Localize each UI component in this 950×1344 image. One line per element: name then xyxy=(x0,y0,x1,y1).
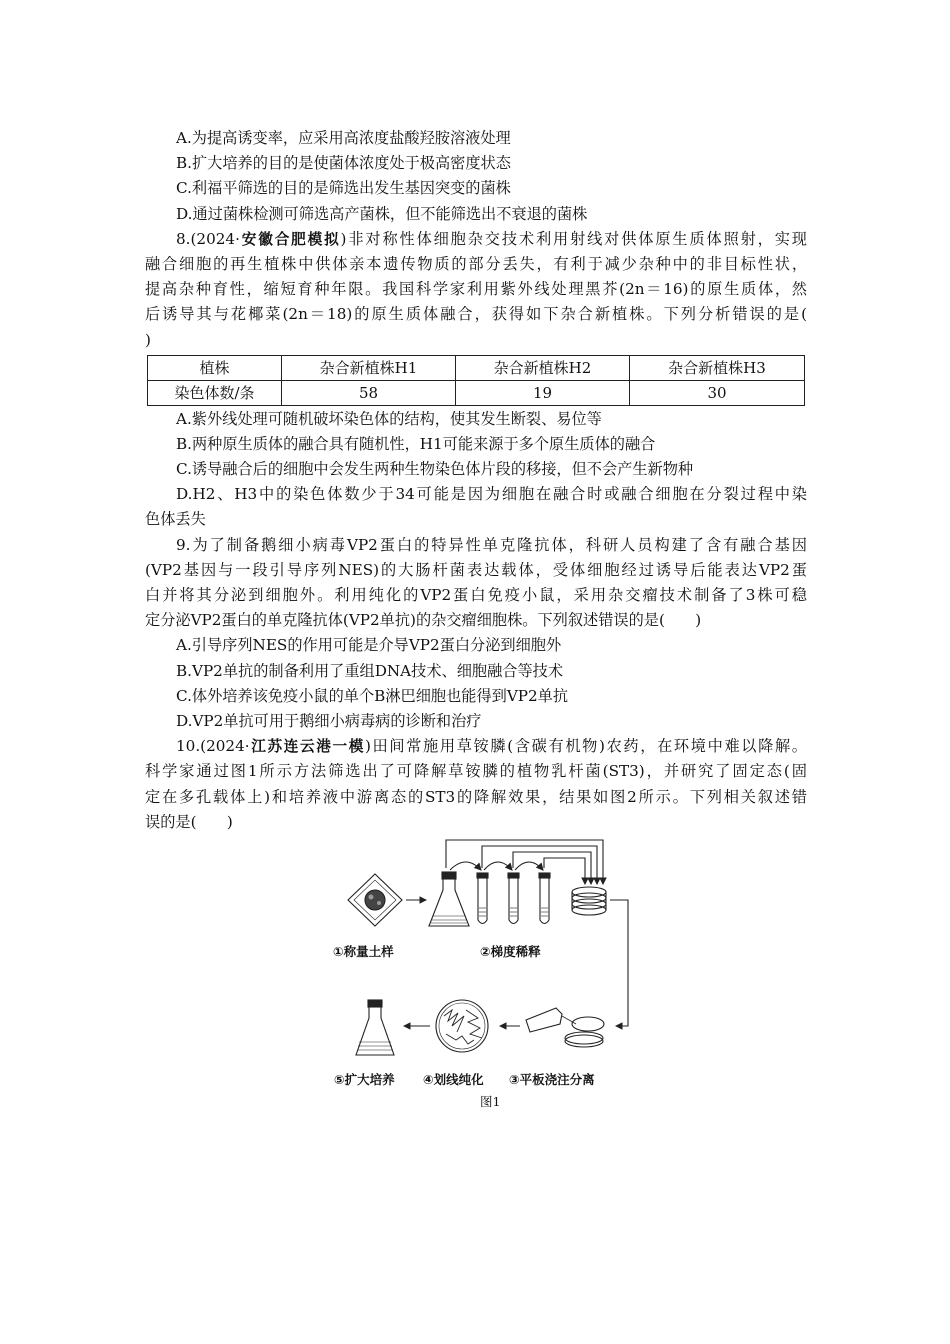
q8-option-b: B.两种原生质体的融合具有随机性，H1可能来源于多个原生质体的融合 xyxy=(176,434,656,453)
q8-stem-text: )非对称性体细胞杂交技术利用射线对供体原生质体照射，实现 xyxy=(340,229,807,248)
q7-option-d: D.通过菌株检测可筛选高产菌株，但不能筛选出不衰退的菌株 xyxy=(176,204,588,223)
q7-option-c: C.利福平筛选的目的是筛选出发生基因突变的菌株 xyxy=(176,179,511,198)
question-page xyxy=(145,126,807,835)
q9-stem-line-4: 定分泌VP2蛋白的单克隆抗体(VP2单抗)的杂交瘤细胞株。下列叙述错误的是( ) xyxy=(145,611,702,630)
flask-icon xyxy=(356,1000,394,1055)
figure-1 xyxy=(330,828,630,1110)
q10-source: 江苏连云港一模 xyxy=(249,738,365,756)
flask-icon xyxy=(429,872,469,926)
q7-option-a: A.为提高诱变率，应采用高浓度盐酸羟胺溶液处理 xyxy=(176,129,511,147)
procedure-diagram xyxy=(330,828,630,1110)
test-tube-icon xyxy=(508,873,519,924)
q8-option-d-cont: 色体丢失 xyxy=(145,510,206,529)
q8-option-c: C.诱导融合后的细胞中会发生两种生物染色体片段的移接，但不会产生新物种 xyxy=(176,460,694,479)
step-4-label: ④划线纯化 xyxy=(423,1072,484,1087)
table-cell: 杂合新植株H1 xyxy=(282,355,456,380)
test-tube-icon xyxy=(539,873,550,924)
table-cell: 植株 xyxy=(148,355,282,380)
soil-sample-icon xyxy=(348,874,402,926)
table-row xyxy=(148,380,805,405)
q9-option-a: A.引导序列NES的作用可能是介导VP2蛋白分泌到细胞外 xyxy=(176,636,562,655)
table-cell: 30 xyxy=(630,380,805,405)
q8-source: 安徽合肥模拟 xyxy=(239,230,341,248)
q9-stem-line-1: 9.为了制备鹅细小病毒VP2蛋白的特异性单克隆抗体，科研人员构建了含有融合基因 xyxy=(176,535,807,554)
table-cell: 19 xyxy=(456,380,630,405)
step-2-label: ②梯度稀释 xyxy=(480,944,541,959)
q8-stem-line-5: ) xyxy=(145,330,151,349)
test-tube-icon xyxy=(477,873,488,924)
q9-option-d: D.VP2单抗可用于鹅细小病毒病的诊断和治疗 xyxy=(176,711,482,730)
q9-option-b: B.VP2单抗的制备利用了重组DNA技术、细胞融合等技术 xyxy=(176,661,564,680)
figure-caption: 图1 xyxy=(480,1094,501,1109)
q10-stem-line-4: 误的是( ) xyxy=(145,812,233,831)
table-cell: 染色体数/条 xyxy=(148,380,282,405)
table-header-row xyxy=(148,355,805,380)
q8-year: 2024· xyxy=(196,229,240,248)
q10-number: 10.( xyxy=(176,737,207,756)
q8-stem-line-2: 融合细胞的再生植株中供体亲本遗传物质的部分丢失，有利于减少杂种中的非目标性状， xyxy=(145,254,807,273)
streak-plate-icon xyxy=(436,1000,488,1052)
q8-option-a: A.紫外线处理可随机破坏染色体的结构，使其发生断裂、易位等 xyxy=(176,409,602,428)
pouring-plate-icon xyxy=(526,1008,604,1047)
q8-stem-line-4: 后诱导其与花椰菜(2n＝18)的原生质体融合，获得如下杂合新植株。下列分析错误的是( xyxy=(145,305,807,324)
q10-stem-text: )田间常施用草铵膦(含碳有机物)农药，在环境中难以降解。 xyxy=(364,737,807,756)
q9-stem-line-2: (VP2基因与一段引导序列NES)的大肠杆菌表达载体，受体细胞经过诱导后能表达VP2蛋 xyxy=(145,560,807,579)
q10-stem-line-1 xyxy=(145,734,807,759)
q8-option-d: D.H2、H3中的染色体数少于34可能是因为细胞在融合时或融合细胞在分裂过程中染 xyxy=(176,485,807,504)
table-cell: 58 xyxy=(282,380,456,405)
step-5-label: ⑤扩大培养 xyxy=(334,1072,395,1087)
q9-stem-line-3: 白并将其分泌到细胞外。利用纯化的VP2蛋白免疫小鼠，采用杂交瘤技术制备了3株可稳 xyxy=(145,586,807,604)
step-3-label: ③平板浇注分离 xyxy=(509,1072,595,1087)
q7-option-b: B.扩大培养的目的是使菌体浓度处于极高密度状态 xyxy=(176,154,511,173)
step-1-label: ①称量土样 xyxy=(333,944,394,959)
q10-stem-line-2: 科学家通过图1所示方法筛选出了可降解草铵膦的植物乳杆菌(ST3)，并研究了固定态(固 xyxy=(145,762,807,781)
chromosome-table xyxy=(147,355,805,406)
plate-stack-icon xyxy=(572,887,606,915)
table-cell: 杂合新植株H3 xyxy=(630,355,805,380)
q8-stem-line-1 xyxy=(145,227,807,252)
q10-year: 2024· xyxy=(206,737,250,756)
table-cell: 杂合新植株H2 xyxy=(456,355,630,380)
q10-stem-line-3: 定在多孔载体上)和培养液中游离态的ST3的降解效果，结果如图2所示。下列相关叙述错 xyxy=(145,787,807,806)
q8-number: 8.( xyxy=(176,229,197,248)
q8-stem-line-3: 提高杂种育性，缩短育种年限。我国科学家利用紫外线处理黑芥(2n＝16)的原生质体，然 xyxy=(145,280,807,299)
q9-option-c: C.体外培养该免疫小鼠的单个B淋巴细胞也能得到VP2单抗 xyxy=(176,686,569,705)
